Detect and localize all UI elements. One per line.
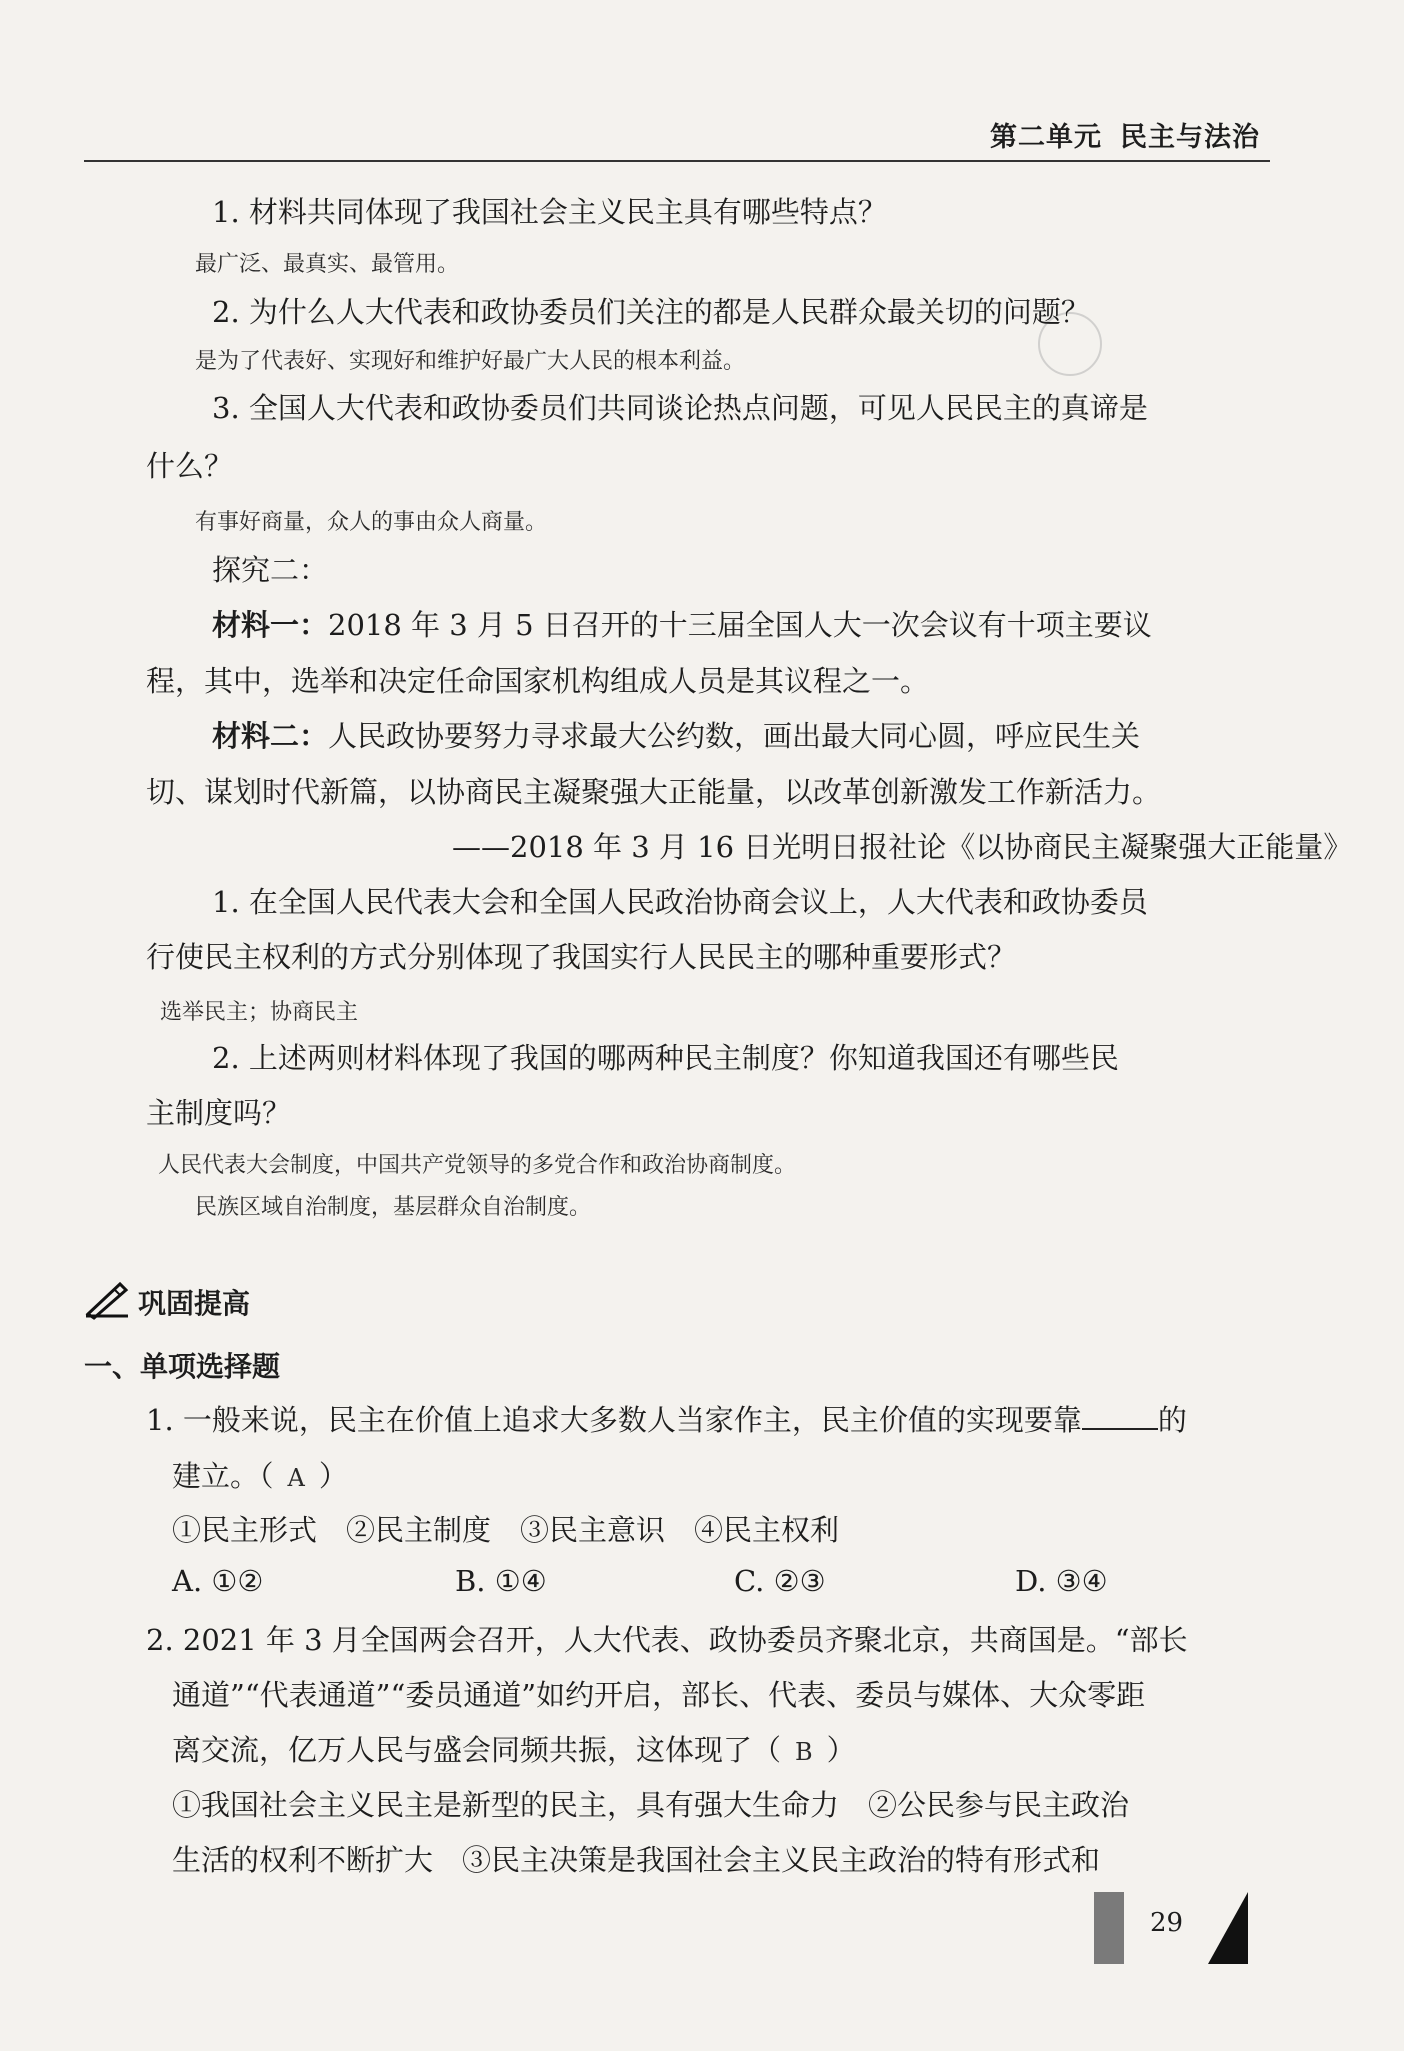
choice-question-1-line-1 bbox=[146, 1398, 1187, 1439]
material-two-label: 材料二： bbox=[212, 719, 329, 753]
material-two-line-1 bbox=[212, 714, 1140, 755]
explore-two-answer-2-line-1: 人民代表大会制度，中国共产党领导的多党合作和政治协商制度。 bbox=[158, 1153, 797, 1178]
explore-two-question-1-line-1: 1. 在全国人民代表大会和全国人民政治协商会议上，人大代表和政协委员 bbox=[212, 885, 1148, 919]
material-two-text: 人民政协要努力寻求最大公约数，画出最大同心圆，呼应民生关 bbox=[328, 719, 1141, 753]
explore-two-answer-1: 选举民主；协商民主 bbox=[160, 1000, 359, 1025]
footer-bar bbox=[1094, 1892, 1124, 1964]
choice-question-1-suffix: ） bbox=[318, 1459, 348, 1493]
answer-3: 有事好商量，众人的事由众人商量。 bbox=[195, 510, 548, 535]
choice-question-2-line-2: 通道”“代表通道”“委员通道”如约开启，部长、代表、委员与媒体、大众零距 bbox=[172, 1678, 1146, 1712]
choice-question-2-answer: B bbox=[795, 1738, 813, 1766]
unit-label: 第二单元 bbox=[990, 122, 1102, 153]
question-3-line-2: 什么？ bbox=[146, 449, 234, 483]
choice-question-1-text: 1. 一般来说，民主在价值上追求大多数人当家作主，民主价值的实现要靠 bbox=[146, 1403, 1082, 1437]
header-rule bbox=[84, 160, 1270, 162]
choice-question-2-line-3 bbox=[172, 1728, 856, 1769]
explore-two-answer-2-line-2: 民族区域自治制度，基层群众自治制度。 bbox=[195, 1195, 592, 1220]
unit-header bbox=[990, 115, 1260, 154]
choice-c: C. ②③ bbox=[734, 1564, 826, 1598]
page-number: 29 bbox=[1150, 1908, 1184, 1938]
choice-question-1-prefix: 建立。（ bbox=[172, 1459, 274, 1493]
question-2: 2. 为什么人大代表和政协委员们关注的都是人民群众最关切的问题？ bbox=[212, 295, 1090, 329]
choice-question-2-line-1: 2. 2021 年 3 月全国两会召开，人大代表、政协委员齐聚北京，共商国是。“部长 bbox=[146, 1623, 1188, 1657]
question-3-line-1: 3. 全国人大代表和政协委员们共同谈论热点问题，可见人民民主的真谛是 bbox=[212, 391, 1148, 425]
choice-a: A. ①② bbox=[172, 1564, 264, 1598]
material-one-line-1 bbox=[212, 603, 1152, 644]
choice-question-2-text: 离交流，亿万人民与盛会同频共振，这体现了（ bbox=[172, 1733, 782, 1767]
material-one-text: 2018 年 3 月 5 日召开的十三届全国人大一次会议有十项主要议 bbox=[328, 608, 1152, 642]
choice-question-2-line-5: 生活的权利不断扩大 ③民主决策是我国社会主义民主政治的特有形式和 bbox=[172, 1843, 1101, 1877]
choice-question-1-tail: 的 bbox=[1157, 1403, 1187, 1437]
explore-two-heading: 探究二： bbox=[212, 553, 329, 587]
choice-question-2-suffix: ） bbox=[826, 1733, 856, 1767]
material-source: ——2018 年 3 月 16 日光明日报社论《以协商民主凝聚强大正能量》 bbox=[452, 830, 1353, 864]
question-1: 1. 材料共同体现了我国社会主义民主具有哪些特点？ bbox=[212, 195, 887, 229]
choice-question-1-options: ①民主形式 ②民主制度 ③民主意识 ④民主权利 bbox=[172, 1513, 840, 1547]
pencil-icon bbox=[84, 1280, 130, 1320]
corner-triangle bbox=[1208, 1892, 1248, 1964]
material-one-line-2: 程，其中，选举和决定任命国家机构组成人员是其议程之一。 bbox=[146, 664, 930, 698]
fill-blank bbox=[1082, 1404, 1158, 1430]
choice-question-1-answer: A bbox=[287, 1464, 305, 1492]
explore-two-question-2-line-1: 2. 上述两则材料体现了我国的哪两种民主制度？你知道我国还有哪些民 bbox=[212, 1041, 1119, 1075]
material-two-line-2: 切、谋划时代新篇，以协商民主凝聚强大正能量，以改革创新激发工作新活力。 bbox=[146, 775, 1162, 809]
consolidate-title: 巩固提高 bbox=[138, 1287, 251, 1320]
answer-2: 是为了代表好、实现好和维护好最广大人民的根本利益。 bbox=[195, 349, 746, 374]
choice-question-2-line-4: ①我国社会主义民主是新型的民主，具有强大生命力 ②公民参与民主政治 bbox=[172, 1788, 1130, 1822]
explore-two-question-2-line-2: 主制度吗？ bbox=[146, 1096, 292, 1130]
section-single-choice: 一、单项选择题 bbox=[84, 1350, 281, 1383]
answer-1: 最广泛、最真实、最管用。 bbox=[195, 252, 460, 277]
material-one-label: 材料一： bbox=[212, 608, 329, 642]
choice-b: B. ①④ bbox=[455, 1564, 547, 1598]
choice-d: D. ③④ bbox=[1015, 1564, 1108, 1598]
unit-title: 民主与法治 bbox=[1120, 122, 1260, 153]
choice-question-1-line-2 bbox=[172, 1454, 348, 1495]
explore-two-question-1-line-2: 行使民主权利的方式分别体现了我国实行人民民主的哪种重要形式？ bbox=[146, 940, 1017, 974]
